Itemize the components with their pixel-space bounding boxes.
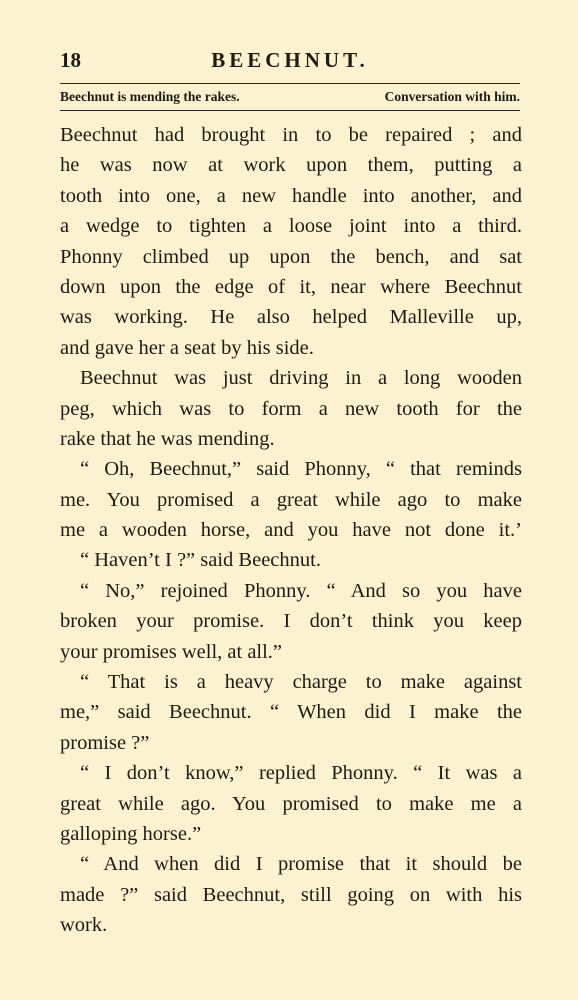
body-text [60,120,522,941]
shoulder-notes [60,89,520,107]
text-line: rake that he was mending. [60,427,275,450]
text-line: “ That is a heavy charge to make against [80,671,522,694]
text-line: peg, which was to form a new tooth for the [60,397,522,420]
text-line: “ No,” rejoined Phonny. “ And so you have [80,579,522,602]
text-line: and gave her a seat by his side. [60,336,314,359]
text-line: made ?” said Beechnut, still going on with his [60,883,522,906]
text-line: great while ago. You promised to make me a [60,792,522,815]
text-line: “ Haven’t I ?” said Beechnut. [80,549,321,572]
text-line: work. [60,914,108,937]
shoulder-note-right: Conversation with him. [384,89,520,104]
text-line: Beechnut was just driving in a long wooden [80,367,522,390]
text-line: Phonny climbed up upon the bench, and sat [60,245,522,268]
text-line: “ Oh, Beechnut,” said Phonny, “ that reminds [80,458,522,481]
running-head [60,48,520,74]
text-line: “ I don’t know,” replied Phonny. “ It was a [80,762,522,785]
text-line: down upon the edge of it, near where Beechnut [60,275,522,298]
text-line: me. You promised a great while ago to make [60,488,522,511]
header-rule-top [60,83,520,84]
text-line: tooth into one, a new handle into another, and [60,184,522,207]
text-line: me a wooden horse, and you have not done it.’ [60,519,522,542]
text-line: a wedge to tighten a loose joint into a third. [60,215,522,238]
text-line: me,” said Beechnut. “ When did I make the [60,701,522,724]
running-title: BEECHNUT. [211,48,369,72]
text-line: broken your promise. I don’t think you keep [60,610,522,633]
text-line: Beechnut had brought in to be repaired ; and [60,124,522,146]
header-rule-bottom [60,110,520,111]
text-line: was working. He also helped Malleville up, [60,306,522,329]
text-line: promise ?” [60,731,150,754]
shoulder-note-left: Beechnut is mending the rakes. [60,89,240,104]
text-line: galloping horse.” [60,822,202,845]
text-line: “ And when did I promise that it should be [80,853,522,876]
page-number: 18 [60,48,81,72]
text-line: he was now at work upon them, putting a [60,154,522,177]
text-line: your promises well, at all.” [60,640,283,663]
